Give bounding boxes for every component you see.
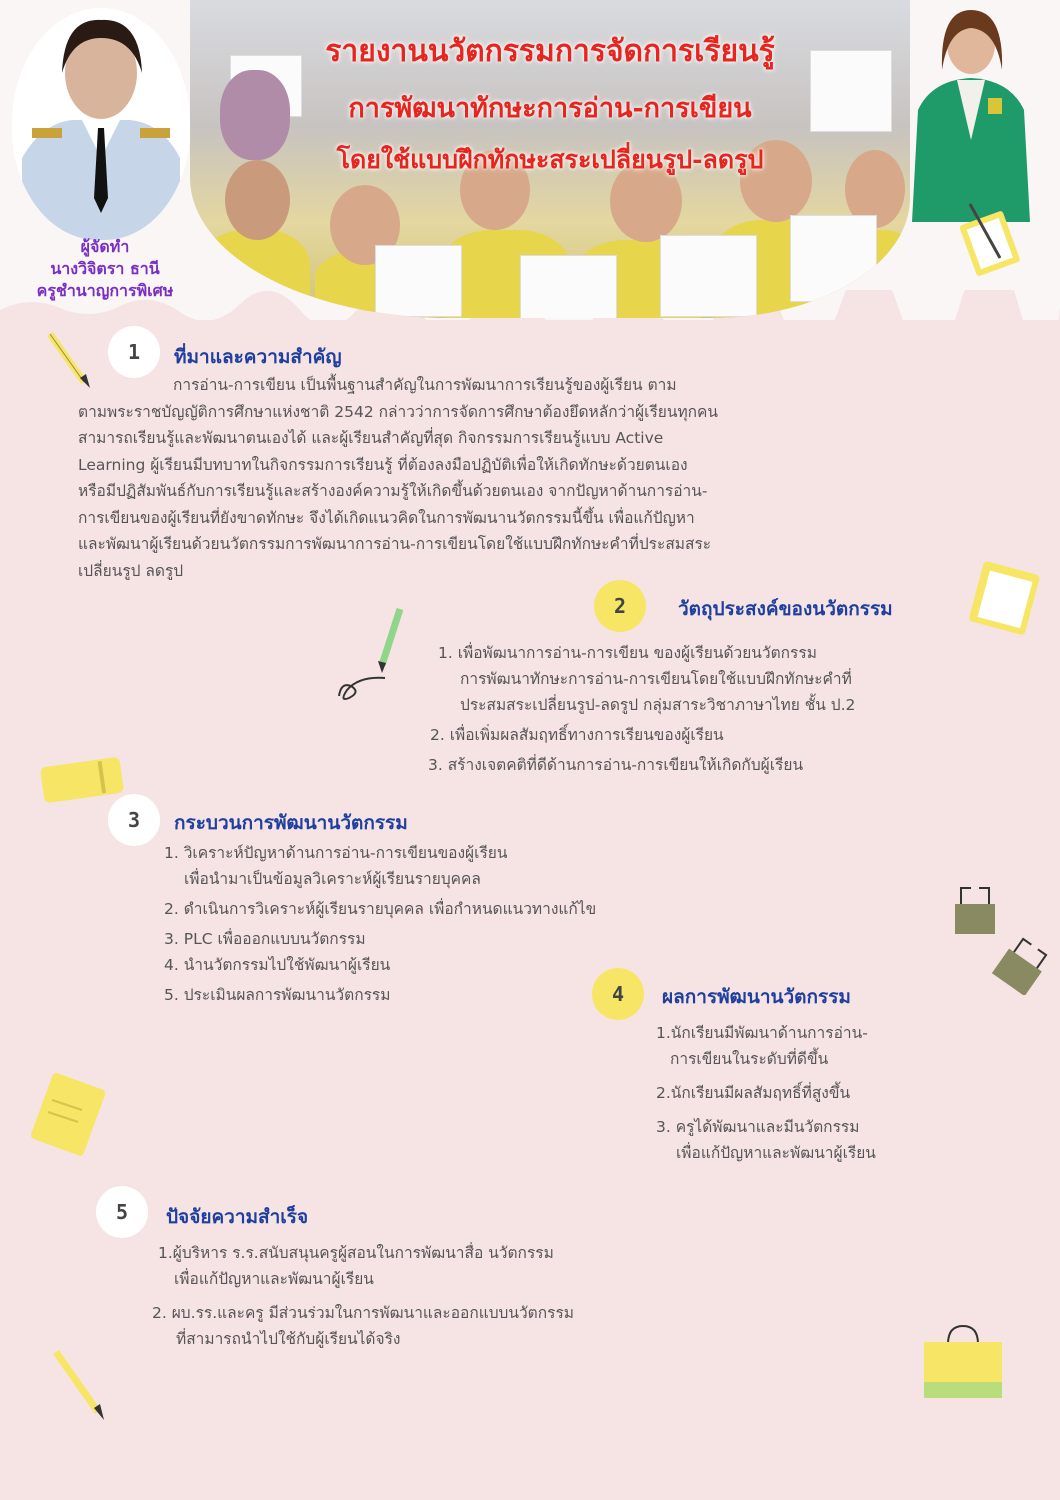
scribble-icon <box>335 668 395 708</box>
list-item: เพื่อแก้ปัญหาและพัฒนาผู้เรียน <box>676 1144 876 1162</box>
list-item: 1.นักเรียนมีพัฒนาด้านการอ่าน- <box>656 1024 868 1042</box>
section-2-title: วัตถุประสงค์ของนวัตกรรม <box>678 598 893 620</box>
section-1-body <box>78 372 718 584</box>
title-line-2: การพัฒนาทักษะการอ่าน-การเขียน <box>348 93 752 124</box>
section-5-badge: 5 <box>96 1186 148 1238</box>
section-3-badge: 3 <box>108 794 160 846</box>
list-item: 5. ประเมินผลการพัฒนานวัตกรรม <box>164 986 391 1004</box>
section-1-line: หรือมีปฏิสัมพันธ์กับการเรียนรู้และสร้างองค์ความรู้ให้เกิดขึ้นด้วยตนเอง จากปัญหาด้านการอ่าน- <box>78 482 708 500</box>
notebook-icon <box>30 1070 110 1160</box>
author-position: ครูชำนาญการพิเศษ <box>36 281 174 300</box>
section-1-line: การอ่าน-การเขียน เป็นพื้นฐานสำคัญในการพัฒนาการเรียนรู้ของผู้เรียน ตาม <box>173 376 677 394</box>
list-item: ประสมสระเปลี่ยนรูป-ลดรูป กลุ่มสาระวิชาภาษาไทย ชั้น ป.2 <box>460 696 856 714</box>
pencil-icon <box>370 605 410 675</box>
section-5-title: ปัจจัยความสำเร็จ <box>166 1206 309 1228</box>
list-item: 3. ครูได้พัฒนาและมีนวัตกรรม <box>656 1118 860 1136</box>
section-1-line: เปลี่ยนรูป ลดรูป <box>78 561 184 580</box>
list-item: 2. ดำเนินการวิเคราะห์ผู้เรียนรายบุคคล เพื่อกำหนดแนวทางแก้ไข <box>164 900 597 918</box>
section-4-title: ผลการพัฒนานวัตกรรม <box>662 986 851 1008</box>
title-line-3: โดยใช้แบบฝึกทักษะสระเปลี่ยนรูป-ลดรูป <box>336 145 764 174</box>
section-1-line: การเขียนของผู้เรียนที่ยังขาดทักษะ จึงได้เกิดแนวคิดในการพัฒนานวัตกรรมนี้ขึ้น เพื่อแก้ปัญหา <box>78 508 695 527</box>
list-item: การพัฒนาทักษะการอ่าน-การเขียนโดยใช้แบบฝึกทักษะคำที่ <box>460 670 852 688</box>
list-item: 2. ผบ.รร.และครู มีส่วนร่วมในการพัฒนาและออกแบบนวัตกรรม <box>152 1304 574 1322</box>
binder-clip-icon <box>992 935 1052 995</box>
section-1-line: และพัฒนาผู้เรียนด้วยนวัตกรรมการพัฒนาการอ่าน-การเขียนโดยใช้แบบฝึกทักษะคำที่ประสมสระ <box>78 535 712 553</box>
section-3-title: กระบวนการพัฒนานวัตกรรม <box>174 812 408 834</box>
list-item: เพื่อแก้ปัญหาและพัฒนาผู้เรียน <box>174 1270 374 1288</box>
list-item: 1. วิเคราะห์ปัญหาด้านการอ่าน-การเขียนของผู้เรียน <box>164 844 508 862</box>
list-item: การเขียนในระดับที่ดีขึ้น <box>670 1050 829 1068</box>
list-item: เพื่อนำมาเป็นข้อมูลวิเคราะห์ผู้เรียนรายบุคคล <box>184 870 481 888</box>
author-portrait <box>12 8 190 240</box>
section-1-line: สามารถเรียนรู้และพัฒนาตนเองได้ และผู้เรียนสำคัญที่สุด กิจกรรมการเรียนรู้แบบ Active <box>78 429 664 447</box>
title-line-1: รายงานนวัตกรรมการจัดการเรียนรู้ <box>325 34 775 69</box>
list-item: 3. สร้างเจตคติที่ดีด้านการอ่าน-การเขียนให้เกิดกับผู้เรียน <box>428 756 804 774</box>
bag-icon <box>918 1322 1008 1402</box>
section-4-badge: 4 <box>592 968 644 1020</box>
section-2-list <box>428 640 856 778</box>
binder-clip-icon <box>945 880 1005 940</box>
section-1-line: Learning ผู้เรียนมีบทบาทในกิจกรรมการเรียนรู้ ที่ต้องลงมือปฏิบัติเพื่อให้เกิดทักษะด้วยตนเอง <box>78 455 688 474</box>
author-name: นางวิจิตรา ธานี <box>50 259 160 278</box>
section-1-title: ที่มาและความสำคัญ <box>174 346 342 368</box>
pencil-icon <box>50 1348 110 1423</box>
section-1-line: ตามพระราชบัญญัติการศึกษาแห่งชาติ 2542 กล่าวว่าการจัดการศึกษาต้องยึดหลักว่าผู้เรียนทุกคน <box>78 402 719 421</box>
section-5-list <box>152 1240 574 1352</box>
list-item: 1.ผู้บริหาร ร.ร.สนับสนุนครูผู้สอนในการพัฒนาสื่อ นวัตกรรม <box>158 1244 554 1262</box>
clipboard-icon <box>968 556 1048 636</box>
list-item: 1. เพื่อพัฒนาการอ่าน-การเขียน ของผู้เรียนด้วยนวัตกรรม <box>438 644 817 662</box>
list-item: 4. นำนวัตกรรมไปใช้พัฒนาผู้เรียน <box>164 956 391 974</box>
author-credit <box>10 236 200 302</box>
section-3-list <box>164 840 596 1008</box>
list-item: ที่สามารถนำไปใช้กับผู้เรียนได้จริง <box>176 1330 401 1348</box>
notebook-icon <box>38 752 128 807</box>
list-item: 2.นักเรียนมีผลสัมฤทธิ์ที่สูงขึ้น <box>656 1084 851 1102</box>
list-item: 2. เพื่อเพิ่มผลสัมฤทธิ์ทางการเรียนของผู้เรียน <box>430 726 724 744</box>
section-4-list <box>656 1020 876 1166</box>
author-role: ผู้จัดทำ <box>80 237 130 256</box>
section-1-badge: 1 <box>108 326 160 378</box>
clipboard-icon <box>956 196 1026 276</box>
list-item: 3. PLC เพื่อออกแบบนวัตกรรม <box>164 930 366 948</box>
section-2-badge: 2 <box>594 580 646 632</box>
teacher-photo <box>912 0 1030 222</box>
